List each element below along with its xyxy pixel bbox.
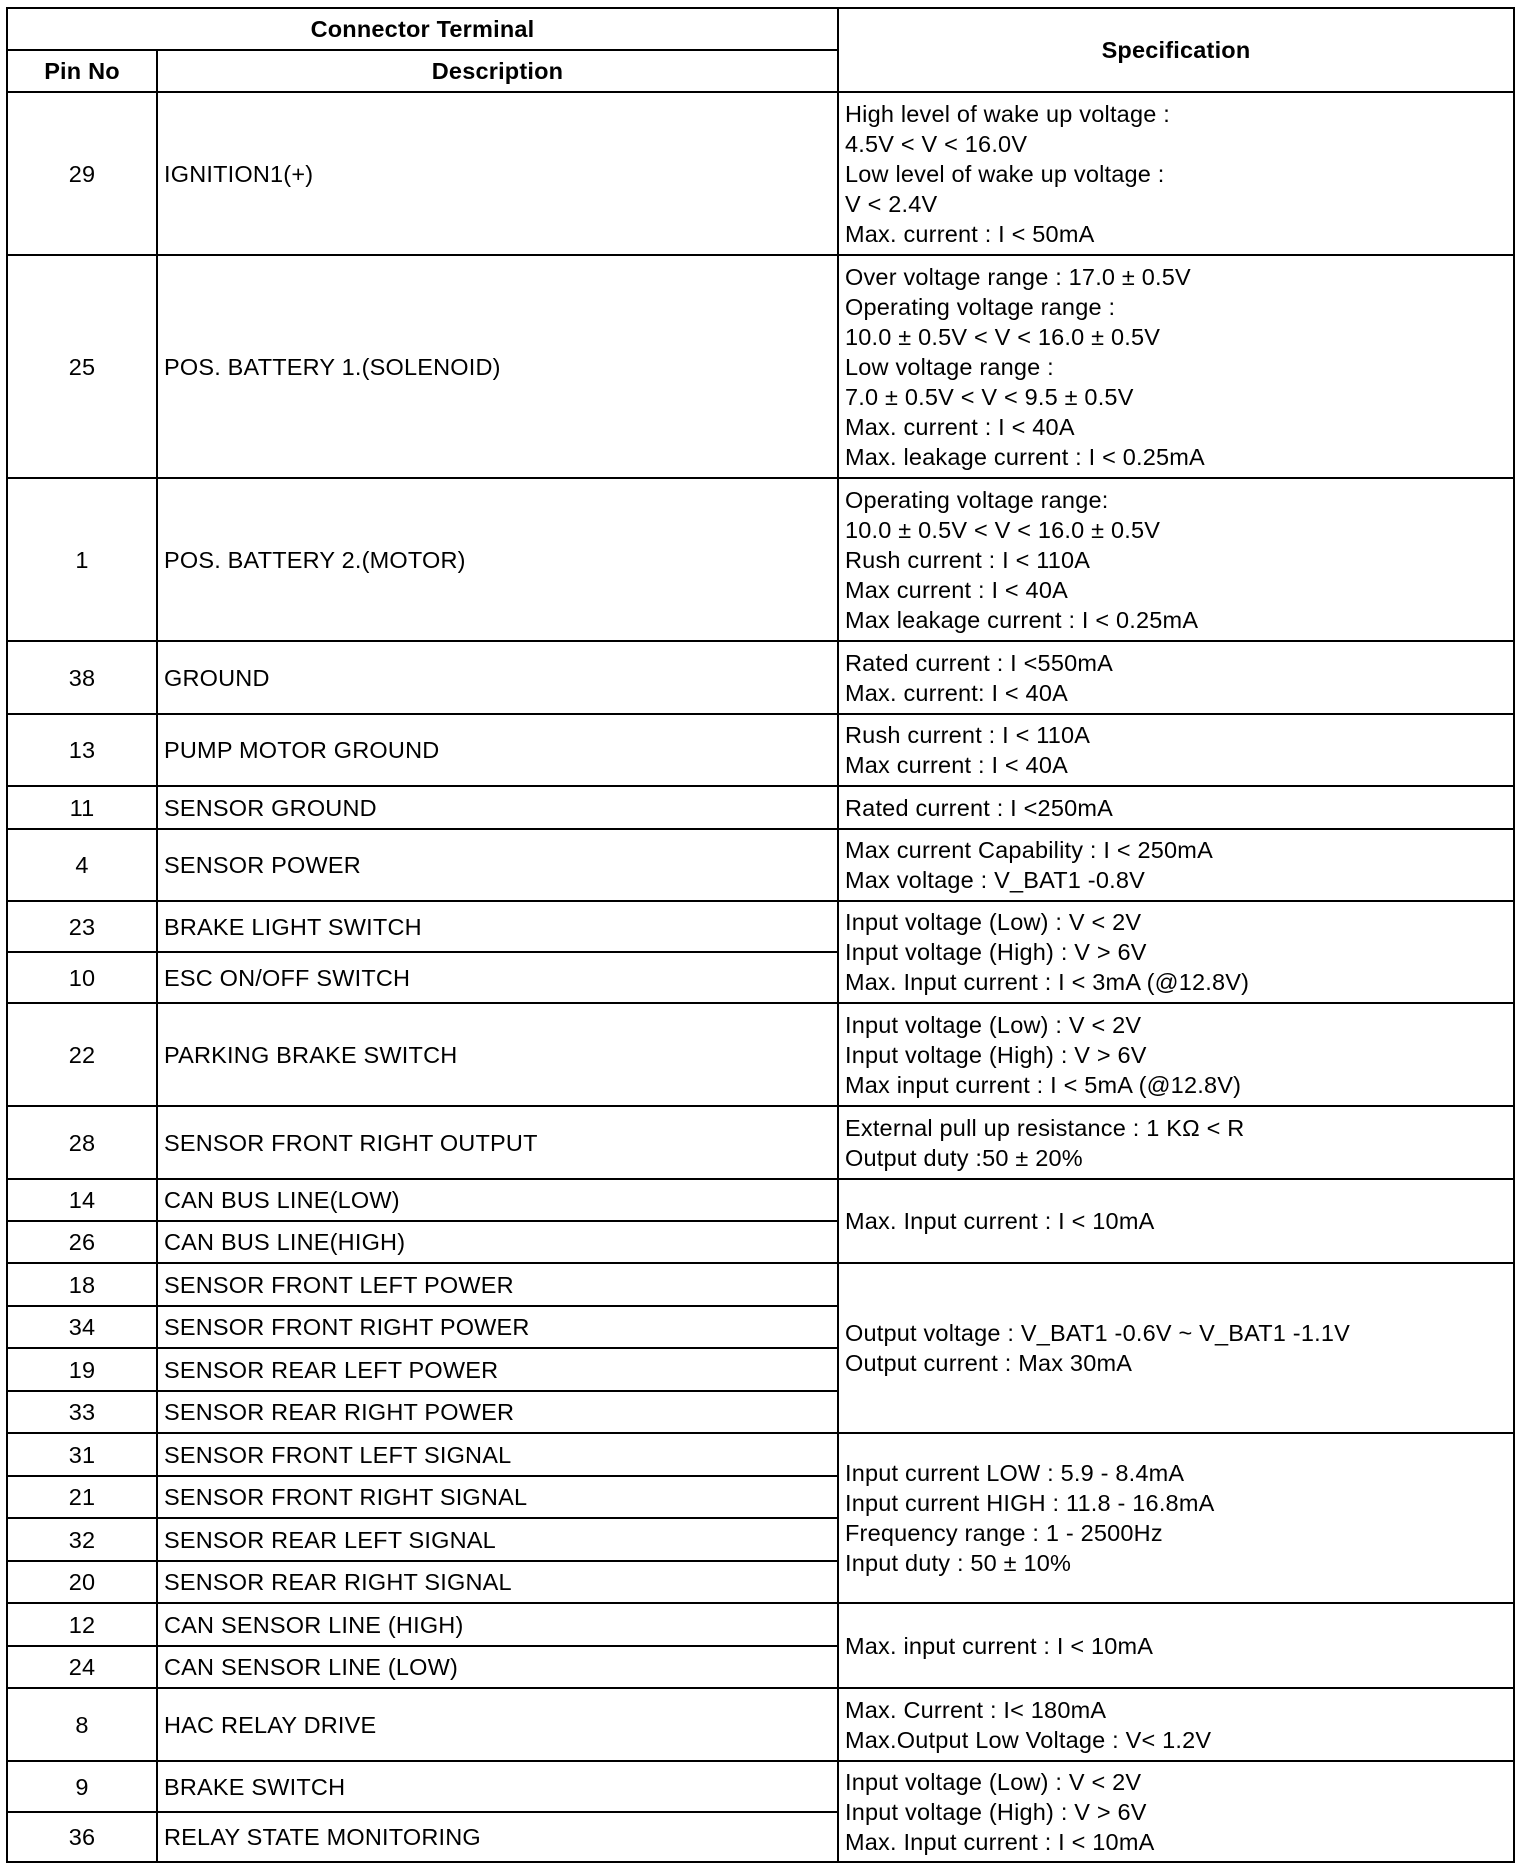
specification-cell: Rated current : I <550mA Max. current: I < 40A <box>838 641 1514 714</box>
description-cell: SENSOR REAR LEFT SIGNAL <box>157 1518 838 1561</box>
description-cell: CAN SENSOR LINE (LOW) <box>157 1646 838 1688</box>
pin-cell: 20 <box>7 1561 157 1603</box>
table-row <box>7 1106 1514 1179</box>
description-cell: SENSOR FRONT RIGHT POWER <box>157 1306 838 1348</box>
description-cell: PARKING BRAKE SWITCH <box>157 1003 838 1106</box>
description-cell: SENSOR FRONT LEFT SIGNAL <box>157 1433 838 1476</box>
specification-cell: Max. Current : I< 180mA Max.Output Low Voltage : V< 1.2V <box>838 1688 1514 1761</box>
description-cell: SENSOR REAR RIGHT SIGNAL <box>157 1561 838 1603</box>
pin-cell: 29 <box>7 92 157 255</box>
table-row <box>7 1433 1514 1476</box>
specification-cell: Over voltage range : 17.0 ± 0.5V Operating voltage range : 10.0 ± 0.5V < V < 16.0 ± 0.5V Low voltage range : 7.0 ± 0.5V < V < 9.5 ± 0.5V Max. current : I < 40A Max. leakage current : I < 0.25mA <box>838 255 1514 478</box>
specification-header: Specification <box>838 8 1514 92</box>
pin-cell: 32 <box>7 1518 157 1561</box>
pin-cell: 11 <box>7 786 157 829</box>
pin-cell: 18 <box>7 1263 157 1306</box>
specification-cell: Input voltage (Low) : V < 2V Input voltage (High) : V > 6V Max input current : I < 5mA (@12.8V) <box>838 1003 1514 1106</box>
pin-cell: 26 <box>7 1221 157 1263</box>
description-cell: SENSOR GROUND <box>157 786 838 829</box>
description-cell: SENSOR POWER <box>157 829 838 901</box>
table-row <box>7 829 1514 901</box>
pin-cell: 19 <box>7 1348 157 1391</box>
description-cell: RELAY STATE MONITORING <box>157 1812 838 1862</box>
description-cell: SENSOR REAR RIGHT POWER <box>157 1391 838 1433</box>
table-row <box>7 901 1514 952</box>
pin-cell: 12 <box>7 1603 157 1646</box>
description-cell: SENSOR FRONT RIGHT OUTPUT <box>157 1106 838 1179</box>
pin-cell: 4 <box>7 829 157 901</box>
pin-cell: 28 <box>7 1106 157 1179</box>
pin-cell: 33 <box>7 1391 157 1433</box>
pin-cell: 34 <box>7 1306 157 1348</box>
pin-cell: 25 <box>7 255 157 478</box>
description-cell: CAN SENSOR LINE (HIGH) <box>157 1603 838 1646</box>
specification-cell: Max. input current : I < 10mA <box>838 1603 1514 1688</box>
specification-cell: External pull up resistance : 1 KΩ < R Output duty :50 ± 20% <box>838 1106 1514 1179</box>
description-cell: BRAKE LIGHT SWITCH <box>157 901 838 952</box>
pin-cell: 36 <box>7 1812 157 1862</box>
pin-cell: 10 <box>7 952 157 1003</box>
connector-terminal-header: Connector Terminal <box>7 8 838 50</box>
table-row <box>7 1761 1514 1812</box>
specification-cell: Rush current : I < 110A Max current : I < 40A <box>838 714 1514 786</box>
table-row <box>7 714 1514 786</box>
table-row <box>7 92 1514 255</box>
description-cell: GROUND <box>157 641 838 714</box>
pin-no-header: Pin No <box>7 50 157 92</box>
specification-cell: Operating voltage range: 10.0 ± 0.5V < V < 16.0 ± 0.5V Rush current : I < 110A Max current : I < 40A Max leakage current : I < 0.25mA <box>838 478 1514 641</box>
pin-cell: 22 <box>7 1003 157 1106</box>
description-cell: CAN BUS LINE(LOW) <box>157 1179 838 1221</box>
description-cell: SENSOR FRONT LEFT POWER <box>157 1263 838 1306</box>
specification-cell: Max. Input current : I < 10mA <box>838 1179 1514 1263</box>
pin-cell: 8 <box>7 1688 157 1761</box>
pin-cell: 31 <box>7 1433 157 1476</box>
table-row <box>7 786 1514 829</box>
pin-cell: 21 <box>7 1476 157 1518</box>
specification-cell: Rated current : I <250mA <box>838 786 1514 829</box>
table-row <box>7 1003 1514 1106</box>
description-cell: POS. BATTERY 2.(MOTOR) <box>157 478 838 641</box>
specification-cell: Input voltage (Low) : V < 2V Input voltage (High) : V > 6V Max. Input current : I < 10mA <box>838 1761 1514 1862</box>
description-cell: ESC ON/OFF SWITCH <box>157 952 838 1003</box>
description-cell: SENSOR FRONT RIGHT SIGNAL <box>157 1476 838 1518</box>
connector-spec-document <box>6 7 1515 1863</box>
description-cell: HAC RELAY DRIVE <box>157 1688 838 1761</box>
specification-cell: Input voltage (Low) : V < 2V Input voltage (High) : V > 6V Max. Input current : I < 3mA (@12.8V) <box>838 901 1514 1003</box>
specification-cell: Input current LOW : 5.9 - 8.4mA Input current HIGH : 11.8 - 16.8mA Frequency range : 1 - 2500Hz Input duty : 50 ± 10% <box>838 1433 1514 1603</box>
pin-cell: 1 <box>7 478 157 641</box>
pin-cell: 23 <box>7 901 157 952</box>
pin-cell: 9 <box>7 1761 157 1812</box>
connector-terminal-table <box>6 7 1515 1863</box>
description-cell: CAN BUS LINE(HIGH) <box>157 1221 838 1263</box>
table-row <box>7 1688 1514 1761</box>
description-cell: PUMP MOTOR GROUND <box>157 714 838 786</box>
pin-cell: 38 <box>7 641 157 714</box>
table-row <box>7 1179 1514 1221</box>
pin-cell: 24 <box>7 1646 157 1688</box>
table-row <box>7 255 1514 478</box>
table-row <box>7 1603 1514 1646</box>
pin-cell: 13 <box>7 714 157 786</box>
description-header: Description <box>157 50 838 92</box>
table-row <box>7 478 1514 641</box>
description-cell: BRAKE SWITCH <box>157 1761 838 1812</box>
table-row <box>7 1263 1514 1306</box>
specification-cell: Max current Capability : I < 250mA Max voltage : V_BAT1 -0.8V <box>838 829 1514 901</box>
description-cell: SENSOR REAR LEFT POWER <box>157 1348 838 1391</box>
specification-cell: High level of wake up voltage : 4.5V < V < 16.0V Low level of wake up voltage : V < 2.4V Max. current : I < 50mA <box>838 92 1514 255</box>
description-cell: POS. BATTERY 1.(SOLENOID) <box>157 255 838 478</box>
pin-cell: 14 <box>7 1179 157 1221</box>
table-row <box>7 641 1514 714</box>
description-cell: IGNITION1(+) <box>157 92 838 255</box>
specification-cell: Output voltage : V_BAT1 -0.6V ~ V_BAT1 -1.1V Output current : Max 30mA <box>838 1263 1514 1433</box>
